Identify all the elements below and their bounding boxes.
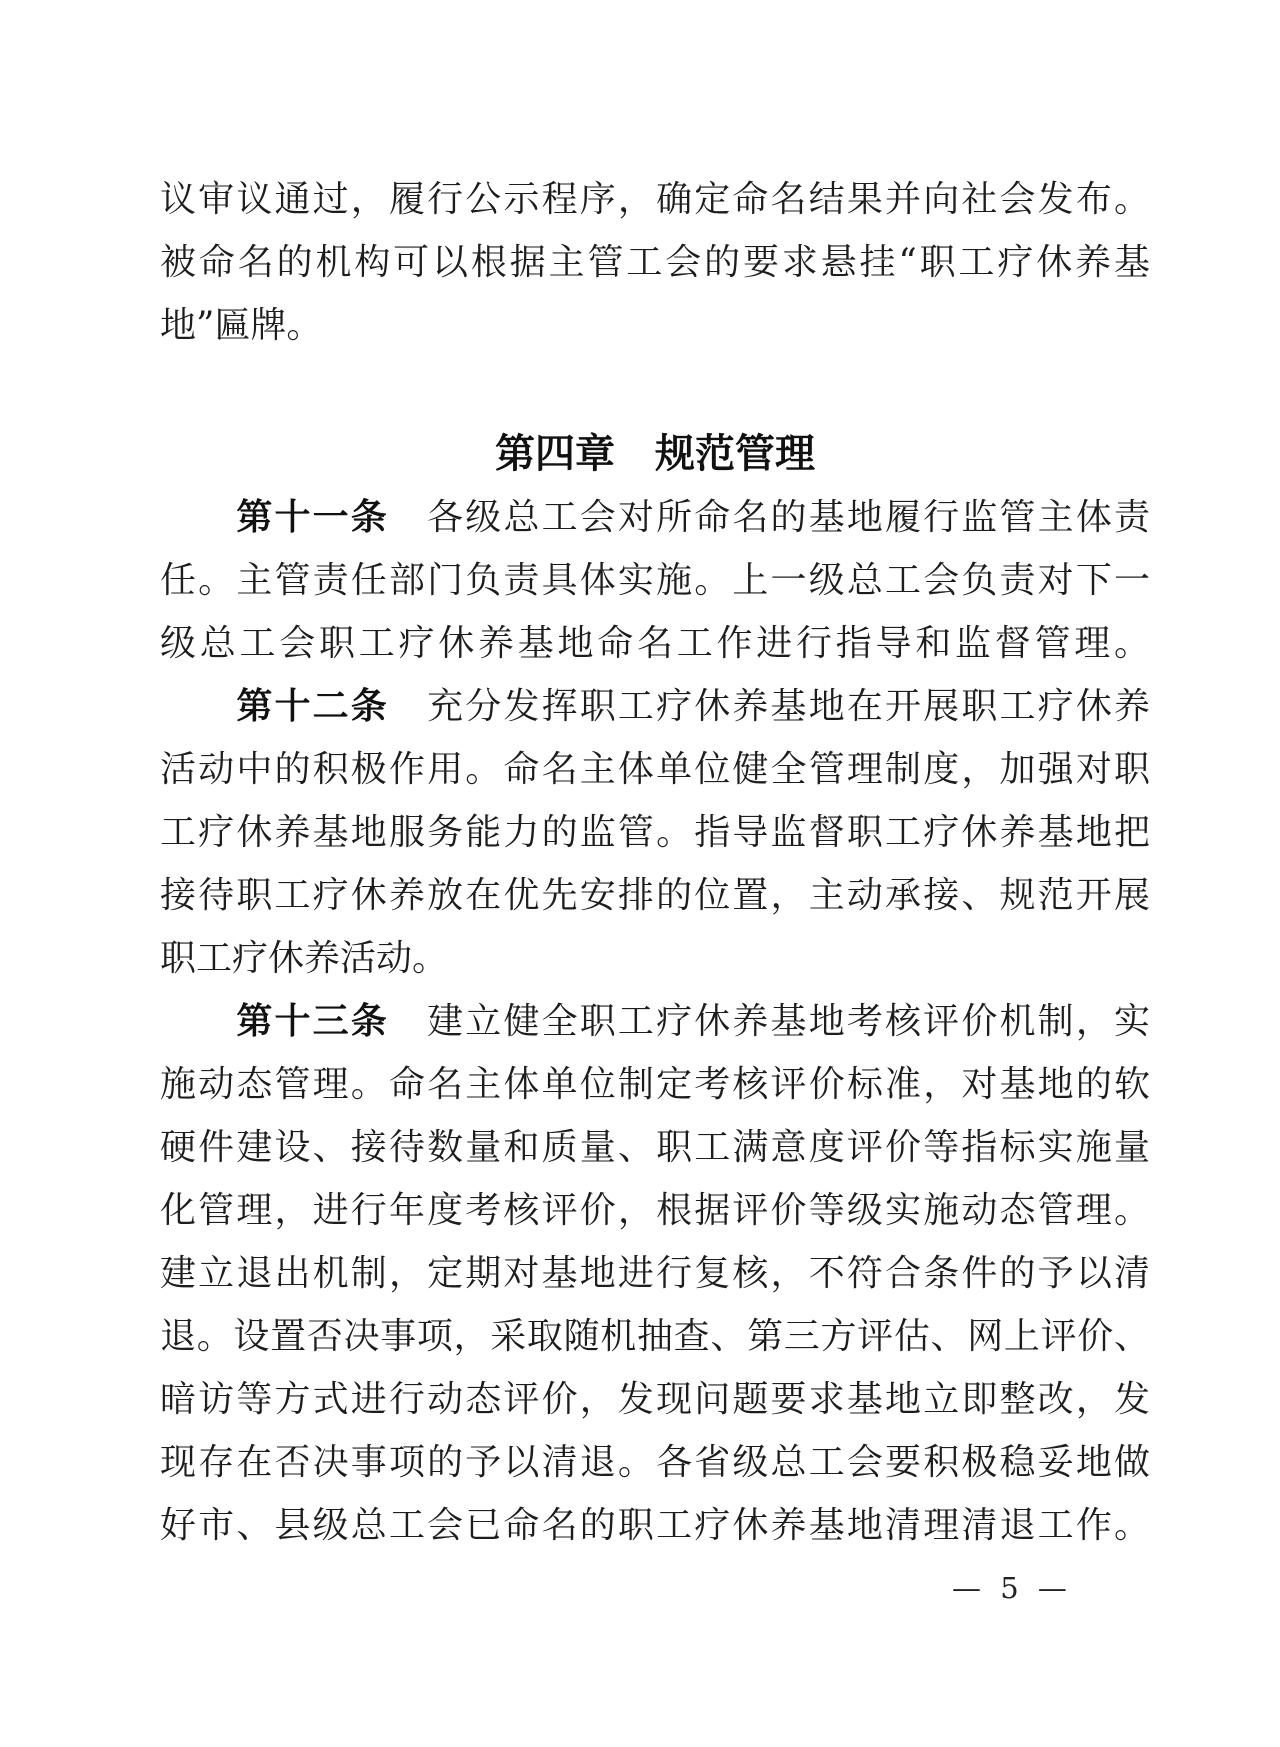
- body-line: [160, 231, 1150, 294]
- text-segment: 被命名的机构可以根据主管工会的要求悬挂“职工疗休养基: [160, 242, 1150, 283]
- article-term: 第四章 规范管理: [495, 431, 815, 477]
- body-line: [160, 1116, 1150, 1179]
- text-segment: 施动态管理。命名主体单位制定考核评价标准，对基地的软: [160, 1064, 1150, 1105]
- article-term: 第十二条: [236, 686, 389, 727]
- body-line: [160, 294, 1150, 357]
- text-segment: 活动中的积极作用。命名主体单位健全管理制度，加强对职: [160, 749, 1150, 790]
- text-segment: 接待职工疗休养放在优先安排的位置，主动承接、规范开展: [160, 875, 1150, 916]
- text-segment: [160, 686, 236, 727]
- body-line: [160, 738, 1150, 801]
- body-line: [160, 612, 1150, 675]
- text-segment: 职工疗休养活动。: [160, 938, 449, 979]
- body-line: [160, 927, 1150, 990]
- article-12-line: [160, 675, 1150, 738]
- article-13-line: [160, 990, 1150, 1053]
- body-line: [160, 1494, 1150, 1557]
- chapter-heading: [160, 423, 1150, 486]
- text-segment: 硬件建设、接待数量和质量、职工满意度评价等指标实施量: [160, 1127, 1150, 1168]
- text-segment: 暗访等方式进行动态评价，发现问题要求基地立即整改，发: [160, 1379, 1150, 1420]
- article-term: 第十三条: [236, 1001, 389, 1042]
- page-footer: [952, 1568, 1132, 1608]
- body-line: [160, 1179, 1150, 1242]
- page-number: — 5 —: [952, 1571, 1072, 1605]
- article-term: 第十一条: [236, 497, 389, 538]
- text-segment: 建立退出机制，定期对基地进行复核，不符合条件的予以清: [160, 1253, 1150, 1294]
- text-segment: 建立健全职工疗休养基地考核评价机制，实: [388, 1001, 1150, 1042]
- body-line: [160, 168, 1150, 231]
- text-segment: 现存在否决事项的予以清退。各省级总工会要积极稳妥地做: [160, 1442, 1150, 1483]
- body-line: [160, 1242, 1150, 1305]
- text-segment: 充分发挥职工疗休养基地在开展职工疗休养: [388, 686, 1150, 727]
- body-line: [160, 801, 1150, 864]
- text-segment: 地”匾牌。: [160, 305, 323, 346]
- body-line: [160, 864, 1150, 927]
- text-segment: 议审议通过，履行公示程序，确定命名结果并向社会发布。: [160, 179, 1150, 220]
- text-segment: [160, 497, 236, 538]
- text-segment: 各级总工会对所命名的基地履行监管主体责: [388, 497, 1150, 538]
- text-segment: 化管理，进行年度考核评价，根据评价等级实施动态管理。: [160, 1190, 1150, 1231]
- text-segment: 任。主管责任部门负责具体实施。上一级总工会负责对下一: [160, 560, 1150, 601]
- body-line: [160, 1431, 1150, 1494]
- text-segment: 工疗休养基地服务能力的监管。指导监督职工疗休养基地把: [160, 812, 1150, 853]
- body-line: [160, 1305, 1150, 1368]
- document-body: [160, 168, 1150, 1557]
- text-segment: 好市、县级总工会已命名的职工疗休养基地清理清退工作。: [160, 1505, 1150, 1546]
- text-segment: [160, 1001, 236, 1042]
- article-11-line: [160, 486, 1150, 549]
- body-line: [160, 549, 1150, 612]
- body-line: [160, 1053, 1150, 1116]
- text-segment: 级总工会职工疗休养基地命名工作进行指导和监督管理。: [160, 623, 1150, 664]
- text-segment: 退。设置否决事项，采取随机抽查、第三方评估、网上评价、: [160, 1316, 1150, 1357]
- body-line: [160, 1368, 1150, 1431]
